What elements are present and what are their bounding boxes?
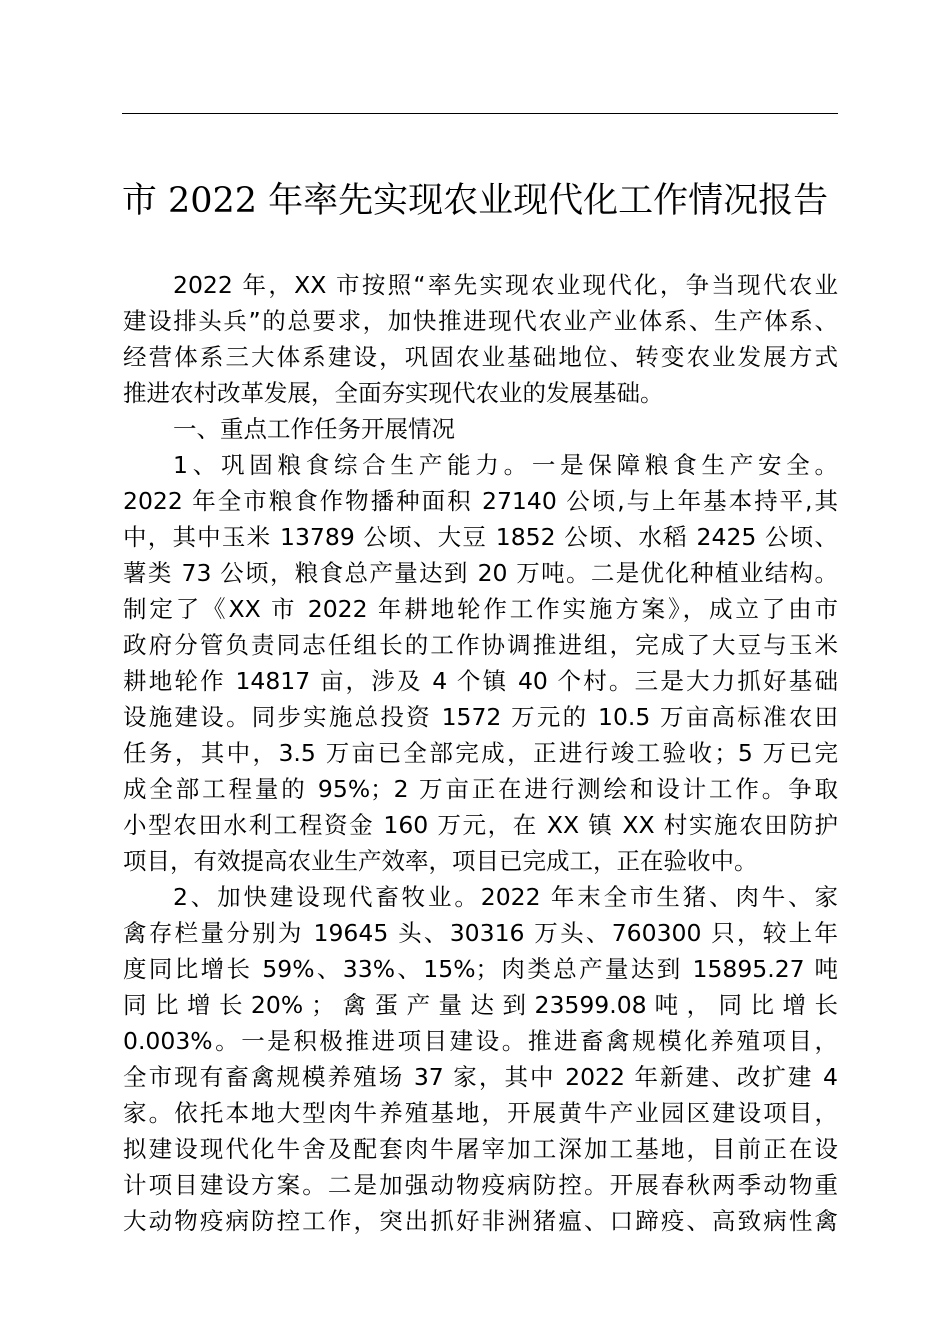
body-line: 2022 年，XX 市按照“率先实现农业现代化，争当现代农业 xyxy=(173,271,838,299)
body-line: 2022 年全市粮食作物播种面积 27140 公顷,与上年基本持平,其 xyxy=(123,487,838,515)
body-line: 推进农村改革发展，全面夯实现代农业的发展基础。 xyxy=(123,379,664,407)
body-line: 制定了《XX 市 2022 年耕地轮作工作实施方案》，成立了由市 xyxy=(123,595,838,623)
body-line: 任务，其中，3.5 万亩已全部完成，正进行竣工验收；5 万已完 xyxy=(123,739,838,767)
body-line: 全市现有畜禽规模养殖场 37 家，其中 2022 年新建、改扩建 4 xyxy=(123,1063,838,1091)
page-title: 市 2022 年率先实现农业现代化工作情况报告 xyxy=(121,181,829,221)
body-line: 中，其中玉米 13789 公顷、大豆 1852 公顷、水稻 2425 公顷、 xyxy=(123,523,838,551)
body-line: 度同比增长 59%、33%、15%；肉类总产量达到 15895.27 吨 xyxy=(123,955,838,983)
body-line: 0.003%。一是积极推进项目建设。推进畜禽规模化养殖项目， xyxy=(123,1027,838,1055)
body-line: 家。依托本地大型肉牛养殖基地，开展黄牛产业园区建设项目， xyxy=(123,1099,838,1127)
body-line: 成全部工程量的 95%；2 万亩正在进行测绘和设计工作。争取 xyxy=(123,775,838,803)
body-line: 项目，有效提高农业生产效率，项目已完成工，正在验收中。 xyxy=(123,847,758,875)
body-line: 薯类 73 公顷，粮食总产量达到 20 万吨。二是优化种植业结构。 xyxy=(123,559,838,587)
body-line: 计项目建设方案。二是加强动物疫病防控。开展春秋两季动物重 xyxy=(123,1171,838,1199)
section-heading: 一、重点工作任务开展情况 xyxy=(173,415,455,443)
header-rule xyxy=(122,113,838,114)
body-line: 设施建设。同步实施总投资 1572 万元的 10.5 万亩高标准农田 xyxy=(123,703,838,731)
body-line: 小型农田水利工程资金 160 万元，在 XX 镇 XX 村实施农田防护 xyxy=(123,811,838,839)
body-line: 政府分管负责同志任组长的工作协调推进组，完成了大豆与玉米 xyxy=(123,631,838,659)
body-line: 建设排头兵”的总要求，加快推进现代农业产业体系、生产体系、 xyxy=(123,307,838,335)
body-line: 同 比 增 长 20% ； 禽 蛋 产 量 达 到 23599.08 吨 ， 同 比 增 长 xyxy=(123,991,838,1019)
body-line: 大动物疫病防控工作，突出抓好非洲猪瘟、口蹄疫、高致病性禽 xyxy=(123,1207,838,1235)
body-line: 禽存栏量分别为 19645 头、30316 万头、760300 只，较上年 xyxy=(123,919,838,947)
body-line: 2、加快建设现代畜牧业。2022 年末全市生猪、肉牛、家 xyxy=(173,883,838,911)
body-line: 1、巩固粮食综合生产能力。一是保障粮食生产安全。 xyxy=(173,451,838,479)
body-line: 经营体系三大体系建设，巩固农业基础地位、转变农业发展方式 xyxy=(123,343,838,371)
body-line: 耕地轮作 14817 亩，涉及 4 个镇 40 个村。三是大力抓好基础 xyxy=(123,667,838,695)
body-line: 拟建设现代化牛舍及配套肉牛屠宰加工深加工基地，目前正在设 xyxy=(123,1135,838,1163)
